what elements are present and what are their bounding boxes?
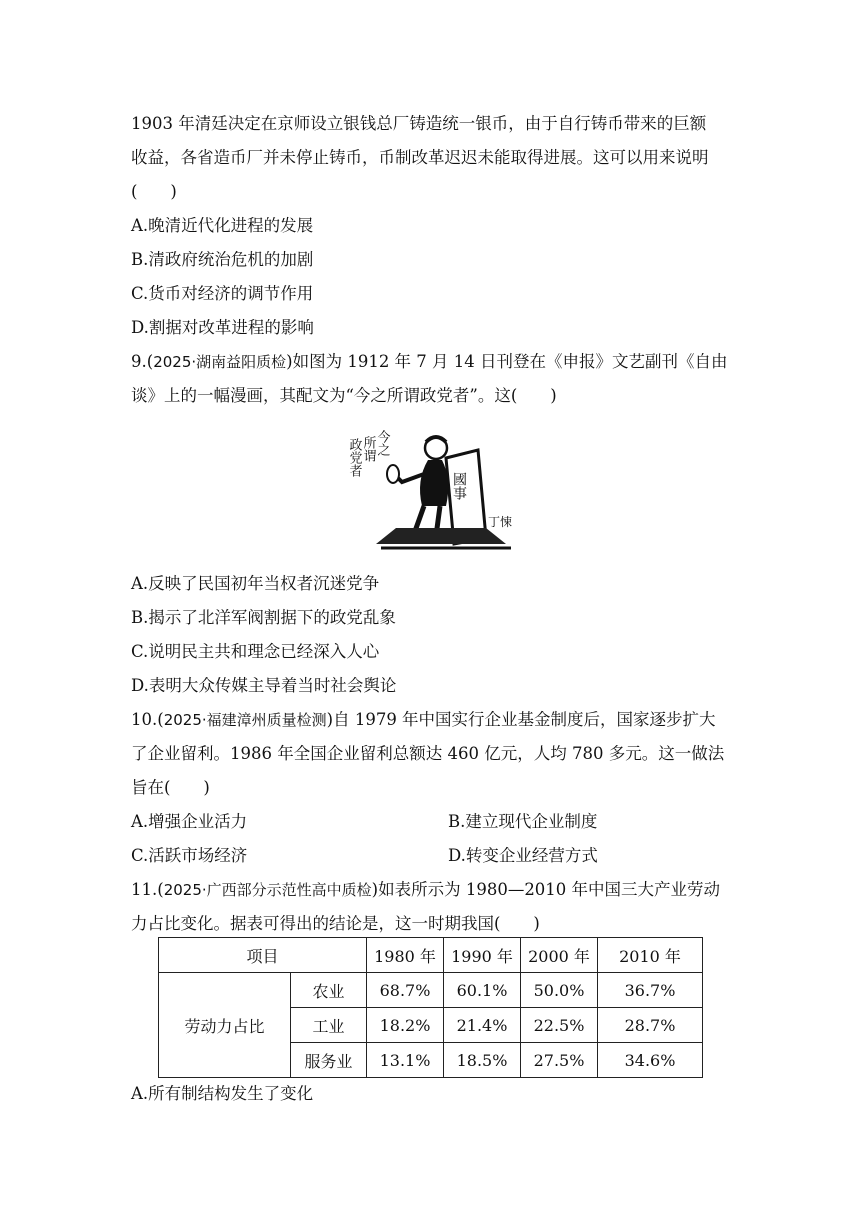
q11-option-a: A.所有制结构发生了变化	[131, 1084, 314, 1103]
caption-char-2: 所谓	[360, 436, 376, 462]
group-label: 劳动力占比	[159, 973, 291, 1078]
q8-option-d: D.割据对改革进程的影响	[131, 318, 314, 337]
row-name: 工业	[291, 1008, 367, 1043]
q10-option-a: A.增强企业活力	[131, 812, 248, 831]
q9-option-b: B.揭示了北洋军阀割据下的政党乱象	[131, 608, 396, 627]
table-cell: 13.1%	[367, 1043, 444, 1078]
table-cell: 28.7%	[598, 1008, 703, 1043]
header-year-2000: 2000 年	[521, 938, 598, 973]
table-header-row	[159, 938, 703, 973]
q9-source: 2025·湖南益阳质检	[153, 353, 287, 371]
q9-stem-line-2: 谈》上的一幅漫画，其配文为“今之所谓政党者”。这( )	[131, 386, 557, 405]
q9-stem-line-1	[131, 351, 728, 373]
q10-stem-line-2: 了企业留利。1986 年全国企业留利总额达 460 亿元，人均 780 多元。这一做法	[131, 744, 725, 763]
q8-stem-line-3: ( )	[131, 182, 177, 201]
cartoon-image	[336, 418, 524, 556]
q10-stem-line-1	[131, 709, 716, 731]
q11-stem-line-2: 力占比变化。据表可得出的结论是，这一时期我国( )	[131, 914, 540, 933]
row-name: 农业	[291, 973, 367, 1008]
q8-stem-line-2: 收益，各省造币厂并未停止铸币，币制改革迟迟未能取得进展。这可以用来说明	[131, 148, 709, 167]
header-item: 项目	[159, 938, 367, 973]
q10-option-c: C.活跃市场经济	[131, 846, 248, 865]
q11-stem-rest: )如表所示为 1980—2010 年中国三大产业劳动	[371, 880, 721, 899]
q11-number: 11.(	[131, 880, 164, 899]
table-cell: 22.5%	[521, 1008, 598, 1043]
q11-source: 2025·广西部分示范性高中质检	[163, 881, 372, 899]
row-name: 服务业	[291, 1043, 367, 1078]
q8-stem-line-1: 1903 年清廷决定在京师设立银钱总厂铸造统一银币，由于自行铸币带来的巨额	[131, 114, 707, 133]
q9-option-d: D.表明大众传媒主导着当时社会舆论	[131, 676, 397, 695]
q10-source: 2025·福建漳州质量检测	[163, 711, 327, 729]
q8-option-b: B.清政府统治危机的加剧	[131, 250, 314, 269]
table-cell: 18.5%	[444, 1043, 521, 1078]
q10-number: 10.(	[131, 710, 164, 729]
q10-option-d: D.转变企业经营方式	[448, 846, 598, 865]
cartoon-signature: 丁悚	[488, 515, 513, 529]
q11-stem-line-1	[131, 879, 720, 901]
q10-stem-line-3: 旨在( )	[131, 778, 210, 797]
q8-option-c: C.货币对经济的调节作用	[131, 284, 314, 303]
q8-option-a: A.晚清近代化进程的发展	[131, 216, 314, 235]
table-row	[159, 973, 703, 1008]
header-year-1980: 1980 年	[367, 938, 444, 973]
header-year-2010: 2010 年	[598, 938, 703, 973]
table-cell: 68.7%	[367, 973, 444, 1008]
caption-char-1: 今之	[374, 430, 390, 456]
table-cell: 27.5%	[521, 1043, 598, 1078]
q9-stem-rest: )如图为 1912 年 7 月 14 日刊登在《申报》文艺副刊《自由	[286, 352, 728, 371]
q10-option-b: B.建立现代企业制度	[448, 812, 598, 831]
labor-share-table	[158, 937, 703, 1078]
header-year-1990: 1990 年	[444, 938, 521, 973]
table-cell: 34.6%	[598, 1043, 703, 1078]
cartoon-seal-text: 國事	[451, 472, 467, 500]
q9-option-a: A.反映了民国初年当权者沉迷党争	[131, 574, 380, 593]
q10-stem-rest: )自 1979 年中国实行企业基金制度后，国家逐步扩大	[326, 710, 716, 729]
table-cell: 60.1%	[444, 973, 521, 1008]
q9-number: 9.(	[131, 352, 154, 371]
table-cell: 50.0%	[521, 973, 598, 1008]
table-cell: 21.4%	[444, 1008, 521, 1043]
table-cell: 18.2%	[367, 1008, 444, 1043]
caption-char-3: 政党者	[346, 438, 362, 477]
q9-option-c: C.说明民主共和理念已经深入人心	[131, 642, 380, 661]
table-cell: 36.7%	[598, 973, 703, 1008]
